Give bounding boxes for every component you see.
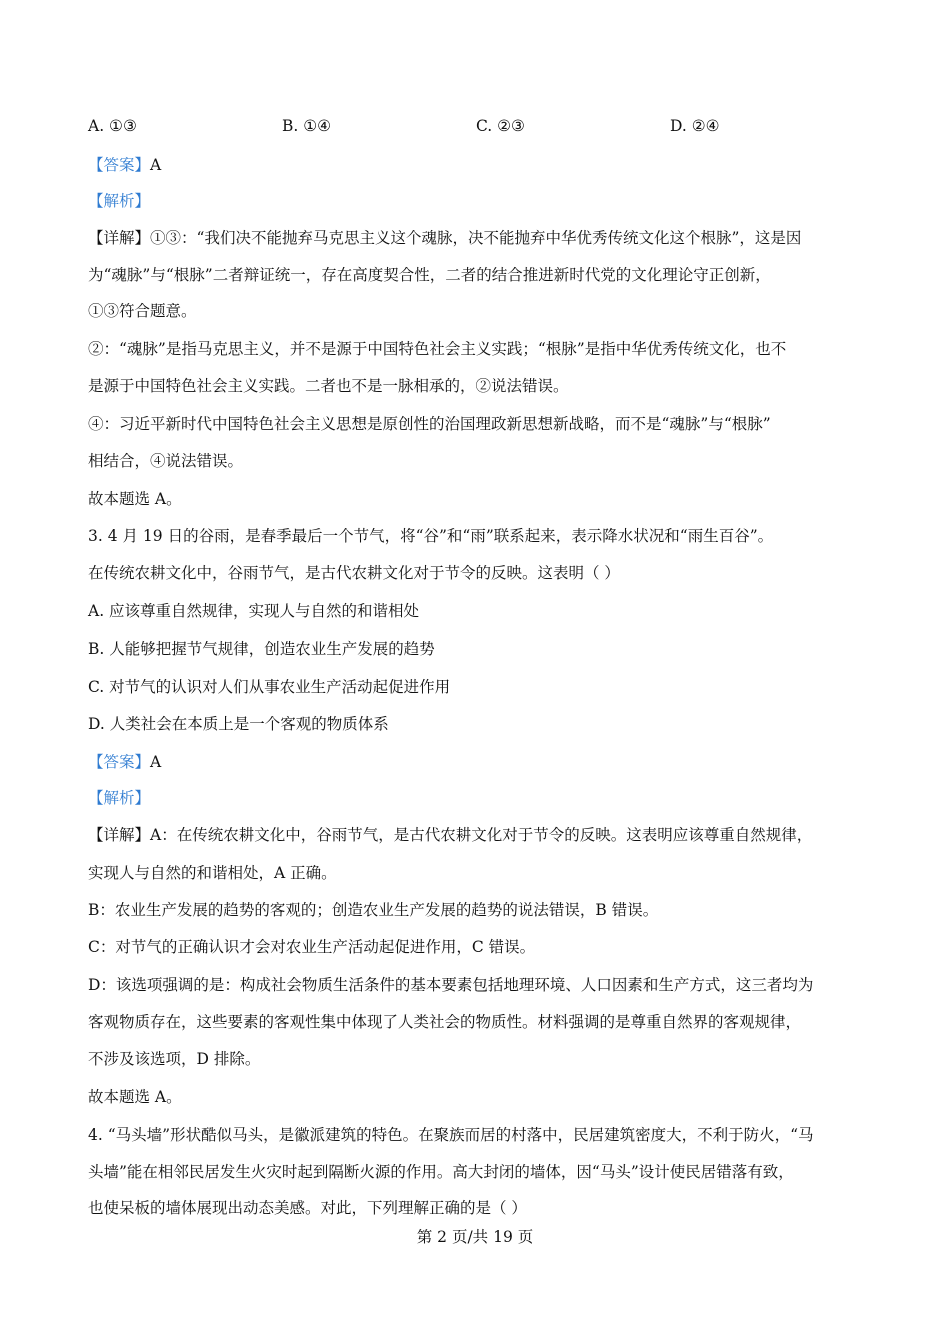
q2-analysis-tag: 【解析】 [88, 192, 151, 210]
q3-detail-line-3: B：农业生产发展的趋势的客观的；创造农业生产发展的趋势的说法错误，B 错误。 [88, 901, 659, 919]
q2-option-c: C. ②③ [476, 117, 525, 135]
q3-detail-line-2: 实现人与自然的和谐相处，A 正确。 [88, 864, 337, 882]
q3-detail-line-8: 故本题选 A。 [88, 1088, 182, 1106]
q4-stem-line-1: 4. “马头墙”形状酷似马头，是徽派建筑的特色。在聚族而居的村落中，民居建筑密度大，不利于防火，“马 [88, 1126, 814, 1144]
q3-option-d: D. 人类社会在本质上是一个客观的物质体系 [88, 715, 389, 733]
q3-detail-line-1 [88, 824, 812, 846]
q2-detail-line-1 [88, 227, 801, 249]
q3-option-c: C. 对节气的认识对人们从事农业生产活动起促进作用 [88, 678, 451, 696]
q2-detail-line-7: 相结合，④说法错误。 [88, 452, 244, 470]
q2-detail-text-1: ①③：“我们决不能抛弃马克思主义这个魂脉，决不能抛弃中华优秀传统文化这个根脉”，这是因 [150, 229, 802, 247]
q3-answer-value: A [150, 753, 162, 771]
q3-detail-line-6: 客观物质存在，这些要素的客观性集中体现了人类社会的物质性。材料强调的是尊重自然界的客观规律， [88, 1013, 802, 1031]
q2-detail-line-3: ①③符合题意。 [88, 302, 197, 320]
q3-stem-line-2: 在传统农耕文化中，谷雨节气，是古代农耕文化对于节令的反映。这表明（ ） [88, 564, 620, 582]
q2-answer-line [88, 154, 161, 176]
q2-detail-line-6: ④：习近平新时代中国特色社会主义思想是原创性的治国理政新思想新战略，而不是“魂脉”与“根脉” [88, 415, 771, 433]
q2-answer-value: A [150, 156, 162, 174]
q3-detail-tag: 【详解】 [88, 826, 151, 844]
q3-analysis-line [88, 787, 150, 809]
q3-option-b: B. 人能够把握节气规律，创造农业生产发展的趋势 [88, 640, 435, 658]
q3-detail-line-4: C：对节气的正确认识才会对农业生产活动起促进作用，C 错误。 [88, 938, 536, 956]
q3-detail-line-7: 不涉及该选项，D 排除。 [88, 1050, 261, 1068]
q3-detail-text-1: A：在传统农耕文化中，谷雨节气，是古代农耕文化对于节令的反映。这表明应该尊重自然规律， [150, 826, 813, 844]
q2-option-d: D. ②④ [670, 117, 720, 135]
q3-option-a: A. 应该尊重自然规律，实现人与自然的和谐相处 [88, 602, 420, 620]
q3-detail-line-5: D：该选项强调的是：构成社会物质生活条件的基本要素包括地理环境、人口因素和生产方式，这三者均为 [88, 976, 814, 994]
q4-stem-line-2: 头墙”能在相邻民居发生火灾时起到隔断火源的作用。高大封闭的墙体，因“马头”设计使民居错落有致， [88, 1163, 794, 1181]
q3-answer-tag: 【答案】 [88, 753, 151, 771]
q2-option-b: B. ①④ [282, 117, 332, 135]
q2-detail-line-4: ②：“魂脉”是指马克思主义，并不是源于中国特色社会主义实践；“根脉”是指中华优秀传统文化，也不 [88, 340, 787, 358]
q2-option-a: A. ①③ [88, 117, 137, 135]
q2-detail-line-2: 为“魂脉”与“根脉”二者辩证统一，存在高度契合性，二者的结合推进新时代党的文化理论守正创新， [88, 266, 771, 284]
q3-analysis-tag: 【解析】 [88, 789, 151, 807]
q2-detail-line-8: 故本题选 A。 [88, 490, 182, 508]
q3-stem-line-1: 3. 4 月 19 日的谷雨，是春季最后一个节气，将“谷”和“雨”联系起来，表示降水状况和“雨生百谷”。 [88, 527, 774, 545]
q2-detail-line-5: 是源于中国特色社会主义实践。二者也不是一脉相承的，②说法错误。 [88, 377, 569, 395]
page-number: 第 2 页/共 19 页 [416, 1228, 534, 1246]
q2-analysis-line [88, 190, 150, 212]
q4-stem-line-3: 也使呆板的墙体展现出动态美感。对此，下列理解正确的是（ ） [88, 1199, 527, 1217]
q2-answer-tag: 【答案】 [88, 156, 151, 174]
q2-detail-tag: 【详解】 [88, 229, 151, 247]
q3-answer-line [88, 751, 161, 773]
